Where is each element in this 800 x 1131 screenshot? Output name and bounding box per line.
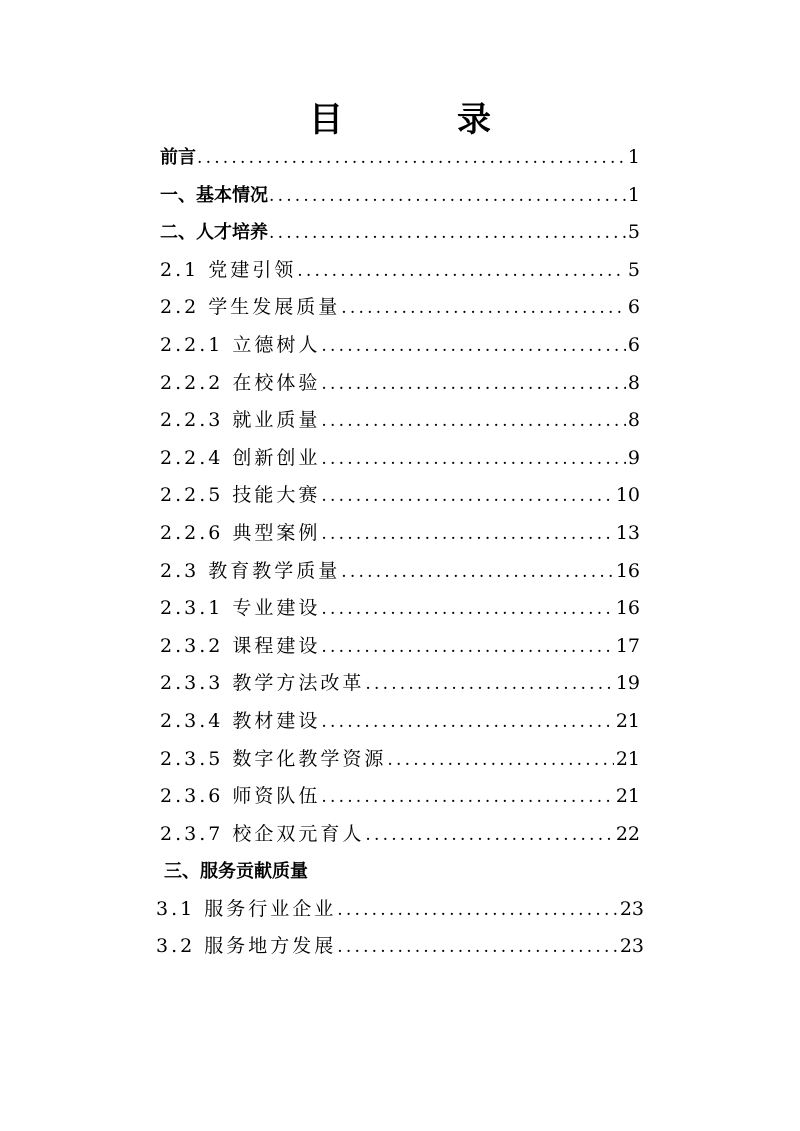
- toc-entry-label: 2.2.4 创新创业: [160, 446, 321, 469]
- toc-entry-label: 2.3.4 教材建设: [160, 709, 321, 732]
- toc-dot-leader: [365, 666, 613, 704]
- toc-entry-label: 前言: [160, 147, 196, 168]
- toc-dot-leader: [297, 253, 626, 291]
- toc-entry-page-number: 22: [615, 822, 640, 845]
- toc-dot-leader: [321, 629, 613, 667]
- toc-dot-leader: [321, 591, 613, 629]
- toc-entry-label: 2.3.2 课程建设: [160, 634, 321, 657]
- toc-entry[interactable]: [160, 741, 640, 779]
- toc-entry-page-number: 10: [615, 484, 640, 507]
- toc-entry[interactable]: [160, 477, 640, 515]
- table-of-contents: [156, 139, 644, 966]
- toc-entry-page-number: 8: [627, 371, 640, 394]
- toc-entry-label: 2.3.7 校企双元育人: [160, 822, 365, 845]
- toc-dot-leader: [341, 554, 614, 592]
- toc-entry[interactable]: [160, 440, 640, 478]
- toc-entry-label: 2.3.5 数字化教学资源: [160, 747, 387, 770]
- toc-entry[interactable]: [160, 327, 640, 365]
- toc-entry[interactable]: [160, 778, 640, 816]
- toc-entry-page-number: 16: [615, 559, 640, 582]
- toc-entry-label: 3.1 服务行业企业: [156, 897, 337, 920]
- toc-dot-leader: [269, 178, 626, 216]
- toc-entry-label: 2.1 党建引领: [160, 258, 297, 281]
- toc-dot-leader: [341, 290, 626, 328]
- toc-entry-label: 2.2.3 就业质量: [160, 409, 321, 432]
- toc-entry[interactable]: [160, 177, 640, 215]
- toc-entry-page-number: 16: [615, 597, 640, 620]
- toc-entry-page-number: 17: [615, 634, 640, 657]
- toc-entry-label: 三、服务贡献质量: [164, 861, 308, 883]
- toc-dot-leader: [337, 892, 618, 930]
- toc-dot-leader: [321, 366, 626, 404]
- toc-entry-page-number: 5: [627, 221, 640, 244]
- toc-dot-leader: [321, 779, 613, 817]
- toc-entry-page-number: 21: [615, 747, 640, 770]
- toc-entry-page-number: 5: [627, 258, 640, 281]
- toc-dot-leader: [197, 140, 626, 178]
- toc-dot-leader: [365, 817, 613, 855]
- toc-dot-leader: [269, 215, 626, 253]
- toc-entry-page-number: 13: [615, 521, 640, 544]
- toc-entry-page-number: 6: [627, 333, 640, 356]
- toc-entry-label: 2.3.3 教学方法改革: [160, 672, 365, 695]
- toc-entry[interactable]: [160, 139, 640, 177]
- toc-entry[interactable]: [160, 214, 640, 252]
- toc-entry[interactable]: [160, 289, 640, 327]
- toc-entry-page-number: 8: [627, 409, 640, 432]
- toc-dot-leader: [321, 478, 613, 516]
- toc-dot-leader: [321, 403, 626, 441]
- toc-entry-label: 2.3 教育教学质量: [160, 559, 341, 582]
- toc-entry[interactable]: [160, 365, 640, 403]
- toc-entry[interactable]: [160, 553, 640, 591]
- toc-entry-page-number: 1: [627, 183, 640, 206]
- toc-entry-page-number: 1: [627, 146, 640, 168]
- toc-entry-label: 二、人才培养: [160, 222, 268, 244]
- toc-entry-page-number: 23: [619, 897, 644, 920]
- toc-entry[interactable]: [160, 515, 640, 553]
- toc-entry-label: 2.2.5 技能大赛: [160, 484, 321, 507]
- toc-entry[interactable]: [160, 402, 640, 440]
- toc-entry[interactable]: [156, 891, 644, 929]
- toc-entry[interactable]: [160, 816, 640, 854]
- toc-entry[interactable]: [160, 590, 640, 628]
- toc-entry-page-number: 23: [619, 935, 644, 958]
- toc-entry-page-number: 6: [627, 296, 640, 319]
- toc-entry-label: 3.2 服务地方发展: [156, 935, 337, 958]
- toc-entry-label: 2.2.6 典型案例: [160, 521, 321, 544]
- toc-entry[interactable]: [160, 628, 640, 666]
- toc-dot-leader: [321, 328, 626, 366]
- page-title: 目 录: [309, 100, 531, 140]
- toc-entry-page-number: 21: [615, 709, 640, 732]
- toc-entry[interactable]: [160, 252, 640, 290]
- toc-dot-leader: [321, 704, 613, 742]
- toc-dot-leader: [321, 441, 626, 479]
- toc-entry-page-number: 21: [615, 785, 640, 808]
- toc-entry-label: 2.3.6 师资队伍: [160, 785, 321, 808]
- toc-entry-page-number: 9: [627, 446, 640, 469]
- toc-dot-leader: [337, 929, 618, 967]
- toc-entry-label: 2.2.1 立德树人: [160, 333, 321, 356]
- toc-dot-leader: [387, 742, 613, 780]
- toc-entry-label: 2.2.2 在校体验: [160, 371, 321, 394]
- toc-entry-label: 一、基本情况: [160, 184, 268, 206]
- toc-entry-label: 2.3.1 专业建设: [160, 597, 321, 620]
- toc-entry[interactable]: [160, 703, 640, 741]
- toc-entry[interactable]: [160, 665, 640, 703]
- toc-entry[interactable]: [156, 928, 644, 966]
- toc-dot-leader: [321, 516, 613, 554]
- toc-entry-page-number: 19: [615, 672, 640, 695]
- toc-entry-label: 2.2 学生发展质量: [160, 296, 341, 319]
- toc-entry[interactable]: [164, 853, 640, 891]
